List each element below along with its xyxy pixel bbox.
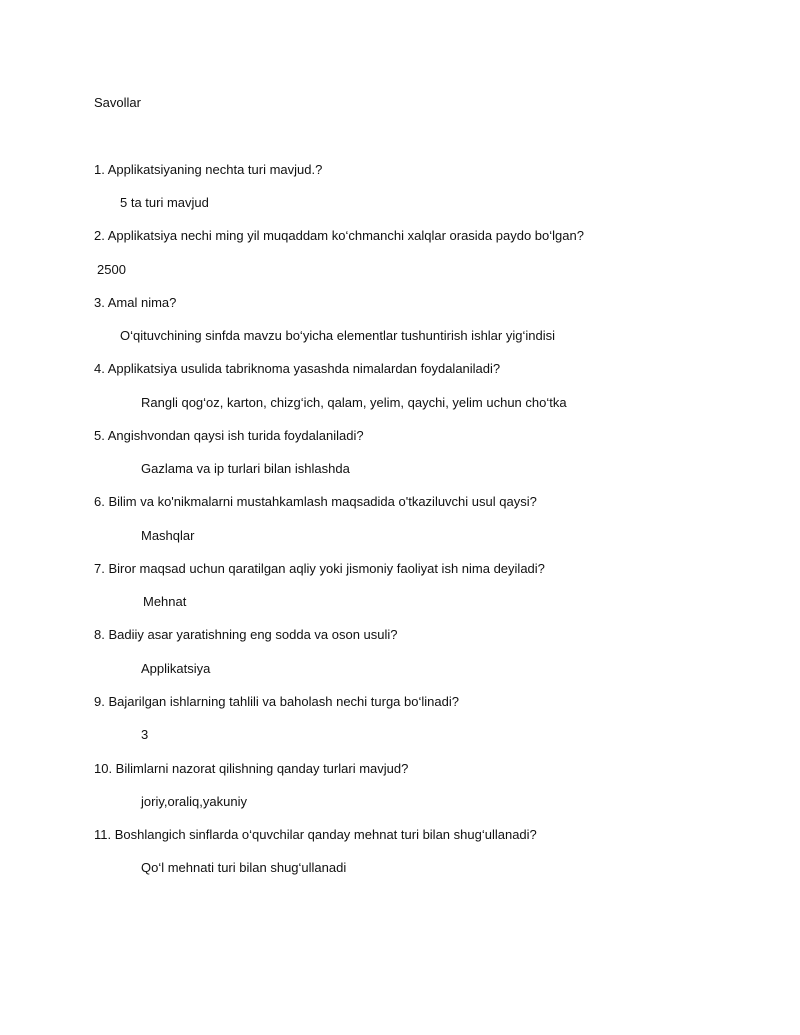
answer-7: Mehnat [143,594,187,609]
question-9: 9. Bajarilgan ishlarning tahlili va baholash nechi turga bo‘linadi? [94,694,459,709]
question-4: 4. Applikatsiya usulida tabriknoma yasashda nimalardan foydalaniladi? [94,361,501,376]
page-title: Savollar [94,95,141,110]
answer-4: Rangli qog‘oz, karton, chizg‘ich, qalam, yelim, qaychi, yelim uchun cho‘tka [141,395,567,410]
question-6: 6. Bilim va ko'nikmalarni mustahkamlash maqsadida o'tkaziluvchi usul qaysi? [94,494,537,509]
question-10: 10. Bilimlarni nazorat qilishning qanday turlari mavjud? [94,761,409,776]
answer-10: joriy,oraliq,yakuniy [141,794,247,809]
answer-6: Mashqlar [141,528,195,543]
answer-11: Qo‘l mehnati turi bilan shug‘ullanadi [141,860,347,875]
answer-1: 5 ta turi mavjud [120,195,209,210]
answer-2: 2500 [97,262,126,277]
question-3: 3. Amal nima? [94,295,177,310]
question-5: 5. Angishvondan qaysi ish turida foydalaniladi? [94,428,364,443]
answer-5: Gazlama va ip turlari bilan ishlashda [141,461,350,476]
question-11: 11. Boshlangich sinflarda o‘quvchilar qanday mehnat turi bilan shug‘ullanadi? [94,827,537,842]
question-8: 8. Badiiy asar yaratishning eng sodda va oson usuli? [94,627,398,642]
question-7: 7. Biror maqsad uchun qaratilgan aqliy yoki jismoniy faoliyat ish nima deyiladi? [94,561,545,576]
answer-8: Applikatsiya [141,661,211,676]
question-2: 2. Applikatsiya nechi ming yil muqaddam ko‘chmanchi xalqlar orasida paydo bo‘lgan? [94,228,584,243]
answer-3: O‘qituvchining sinfda mavzu bo‘yicha elementlar tushuntirish ishlar yig‘indisi [120,328,555,343]
answer-9: 3 [141,727,149,742]
question-1: 1. Applikatsiyaning nechta turi mavjud.? [94,162,323,177]
